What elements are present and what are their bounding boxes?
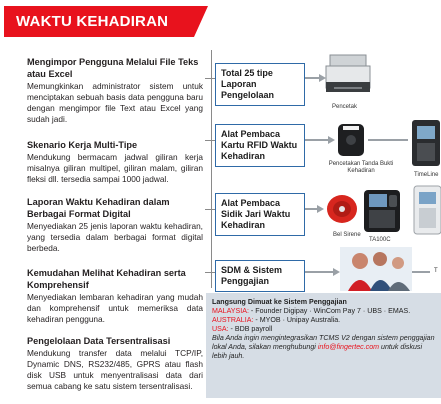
feature-import-users — [27, 56, 203, 125]
box-connector — [205, 209, 215, 210]
box-fingerprint-reader — [215, 193, 305, 236]
box-hr-label: SDM & Sistem Penggajian — [221, 265, 283, 286]
printer-icon — [324, 52, 372, 100]
box-connector — [205, 272, 215, 273]
payroll-info-usa — [212, 325, 435, 334]
feature-title: Skenario Kerja Multi-Tipe — [27, 140, 138, 150]
box-rfid-label: Alat Pembaca Kartu RFID Waktu Kehadiran — [221, 129, 298, 161]
link-line — [305, 139, 330, 141]
feature-title: Pengelolaan Data Tersentralisasi — [27, 336, 171, 346]
diagram-connector-line — [211, 50, 212, 288]
payroll-info-note — [212, 334, 435, 361]
link-line — [305, 271, 335, 273]
country-text: - BDB payroll — [230, 325, 273, 333]
box-rfid-reader — [215, 124, 305, 167]
link-line — [412, 271, 430, 273]
payroll-info-panel — [206, 293, 441, 398]
arrow-icon — [317, 205, 324, 213]
siren-label: Bel Sirene — [333, 232, 361, 238]
country-text: - Founder Digipay · WinCom Pay 7 · UBS · EMAS. — [250, 307, 411, 315]
feature-title: Mengimpor Pengguna Melalui File Teks atau Excel — [27, 57, 199, 79]
cutoff-label: T — [434, 268, 438, 274]
feature-body: Menyediakan 25 jenis laporan waktu kehadiran, yang tersedia dalam berbagai format digital berbeda. — [27, 221, 203, 253]
country-text: - MYOB · Unipay Australia. — [255, 316, 341, 324]
feature-title: Laporan Waktu Kehadiran dalam Berbagai Format Digital — [27, 197, 170, 219]
receipt-printer-icon — [334, 120, 368, 160]
payroll-info-australia — [212, 316, 435, 325]
feature-attendance-view — [27, 267, 203, 325]
receipt-label: Pencetakan Tanda Bukti Kehadiran — [328, 161, 394, 174]
payroll-info-malaysia — [212, 307, 435, 316]
box-fingerprint-label: Alat Pembaca Sidik Jari Waktu Kehadiran — [221, 198, 291, 230]
access-terminal-icon — [410, 184, 441, 236]
country-label: AUSTRALIA: — [212, 316, 254, 324]
section-title: WAKTU KEHADIRAN — [16, 13, 169, 30]
link-line — [368, 139, 408, 141]
timeline-label: TimeLine — [414, 172, 439, 178]
feature-title: Kemudahan Melihat Kehadiran serta Komprehensif — [27, 268, 186, 290]
fingerprint-terminal-icon — [362, 188, 402, 234]
box-reports-label: Total 25 tipe Laporan Pengelolaan — [221, 68, 275, 100]
box-reports — [215, 63, 305, 106]
note-text: untuk diskusi lebih jauh. — [212, 343, 423, 360]
arrow-icon — [333, 268, 340, 276]
country-label: MALAYSIA: — [212, 307, 249, 315]
rfid-terminal-icon — [408, 118, 441, 168]
printer-label: Pencetak — [332, 104, 358, 110]
payroll-info-heading: Langsung Dimuat ke Sistem Penggajian — [212, 298, 347, 306]
country-label: USA: — [212, 325, 229, 333]
feature-central-data — [27, 335, 203, 392]
feature-reports — [27, 196, 203, 254]
siren-bell-icon — [324, 193, 360, 225]
section-title-bar — [4, 6, 194, 37]
payroll-users-image — [340, 247, 412, 291]
feature-multi-shift — [27, 139, 203, 185]
feature-body: Menyediakan lembaran kehadiran yang mudah dan komprehensif untuk memeriksa data kehadiran pengguna. — [27, 292, 203, 324]
box-connector — [205, 78, 215, 79]
feature-body: Memungkinkan administrator sistem untuk menciptakan sebuah basis data pengguna baru dengan mengimpor file Text atau Excel yang sudah jadi. — [27, 81, 203, 124]
ta100c-label: TA100C — [369, 237, 391, 243]
box-hr-payroll — [215, 260, 305, 292]
box-connector — [205, 140, 215, 141]
feature-body: Mendukung bermacam jadwal giliran kerja misalnya giliran multipel, giliran malam, giliran fleksi dll. tersedia sampai 1000 jadwal. — [27, 152, 203, 184]
feature-body: Mendukung transfer data melalui TCP/IP, Dynamic DNS, RS232/485, GPRS atau flash disk USB untuk menyentralisasi data dari semua cabang ke satu sistem tersentralisasi. — [27, 348, 203, 391]
note-text: Bila Anda ingin mengintegrasikan TCMS V2 dengan sistem penggajian lokal Anda, silakan menghubungi — [212, 334, 435, 351]
contact-email-link[interactable]: info@fingertec.com — [317, 343, 380, 351]
